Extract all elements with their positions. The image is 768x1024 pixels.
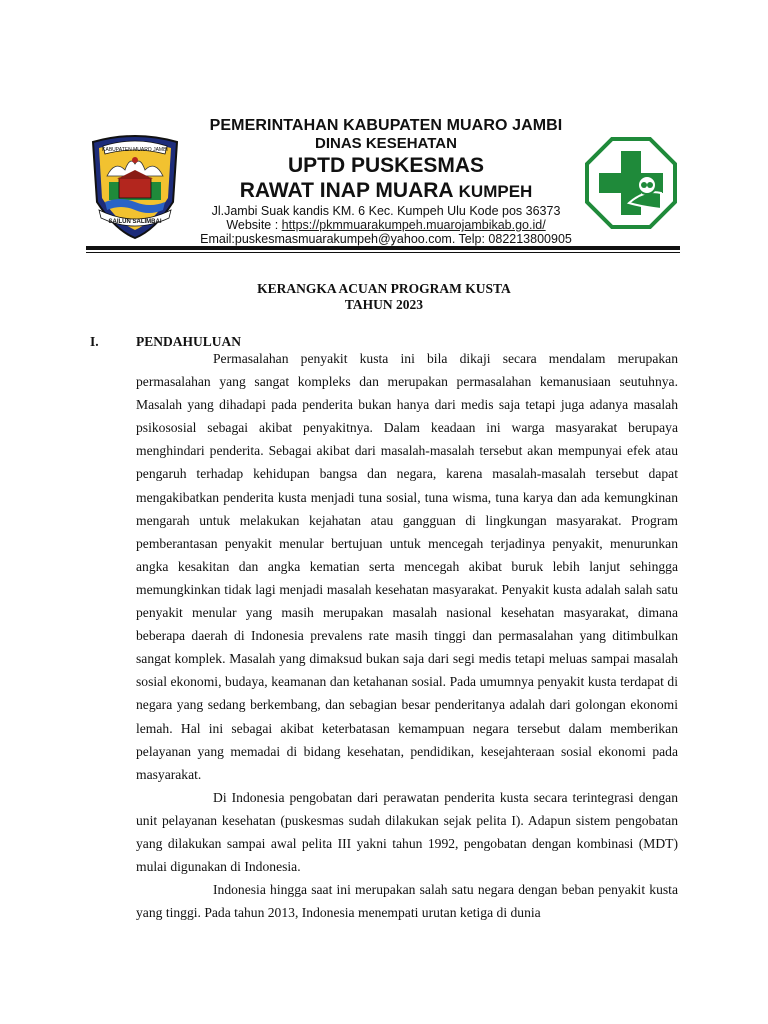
emblem-top-text: KABUPATEN MUARO JAMBI [102, 147, 168, 153]
puskesmas-cross-icon [585, 137, 677, 229]
institution-name: UPTD PUSKESMAS [287, 154, 485, 177]
letterhead [0, 0, 768, 260]
document-year: TAHUN 2023 [344, 297, 424, 312]
document-title-block [0, 281, 768, 313]
institution-subname-small: KUMPEH [458, 182, 533, 201]
letterhead-text [190, 116, 582, 246]
section-body [136, 347, 678, 924]
contact-line: Email:puskesmasmuarakumpeh@yahoo.com. Telp: 082213800905 [200, 232, 572, 246]
institution-subname-main: RAWAT INAP MUARA [239, 179, 459, 202]
website-link[interactable]: https://pkmmuarakumpeh.muarojambikab.go.id/ [281, 218, 546, 232]
government-name: PEMERINTAHAN KABUPATEN MUARO JAMBI [209, 117, 563, 134]
paragraph-2: Di Indonesia pengobatan dari perawatan penderita kusta secara terintegrasi dengan unit pelayanan kesehatan (puskesmas sudah dilakukan sejak pelita I). Adapun sistem pengobatan yang dilakukan sampai awal pelita III yakni tahun 1992, pengobatan dengan kombinasi (MDT) mulai digunakan di Indonesia. [136, 789, 678, 875]
letterhead-rule-thin [86, 252, 680, 253]
section-number: I. [90, 334, 99, 349]
document-title: KERANGKA ACUAN PROGRAM KUSTA [257, 281, 511, 296]
muaro-jambi-emblem-icon [85, 130, 185, 240]
address-line: Jl.Jambi Suak kandis KM. 6 Kec. Kumpeh Ulu Kode pos 36373 [211, 204, 561, 218]
paragraph-1: Permasalahan penyakit kusta ini bila dikaji secara mendalam merupakan permasalahan yang sangat kompleks dan merupakan permasalahan kemanusiaan seutuhnya. Masalah yang dihadapi pada penderita bukan hanya dari medis saja tetapi juga adanya masalah psikososial sebagai akibat penyakitnya. Dalam keadaan ini warga masyarakat berupaya menghindari penderita. Sebagai akibat dari masalah-masalah tersebut akan mempunyai efek atau pengaruh terhadap kehidupan bangsa dan negara, karena masalah-masalah tersebut dapat mengakibatkan penderita kusta menjadi tuna sosial, tuna wisma, tuna karya dan ada kemungkinan mengarah untuk melakukan kejahatan atau gangguan di lingkungan masyarakat. Program pemberantasan penyakit menular bertujuan untuk mencegah terjadinya penyakit, menurunkan angka kesakitan dan angka kematian serta mencegah akibat buruk lebih lanjut sehingga memungkinkan tidak lagi menjadi masalah kesehatan masyarakat. Penyakit kusta adalah salah satu penyakit menular yang masih merupakan masalah nasional kesehatan masyarakat, dimana beberapa daerah di Indonesia prevalens rate masih tinggi dan permasalahan yang ditimbulkan sangat komplek. Masalah yang dimaksud bukan saja dari segi medis tetapi meluas sampai masalah sosial ekonomi, budaya, keamanan dan ketahanan sosial. Pada umumnya penyakit kusta terdapat di negara yang sedang berkembang, dan sebagian besar penderitanya adalah dari golongan ekonomi lemah. Hal ini sebagai akibat keterbatasan kemampuan negara tersebut dalam memberikan pelayanan yang memadai di bidang kesehatan, pendidikan, kesejahteraan sosial ekonomi pada masyarakat. [136, 351, 678, 782]
emblem-motto-text: SAILUN SALIMBAI [108, 219, 162, 225]
website-line [190, 218, 582, 232]
letterhead-rule-thick [86, 246, 680, 250]
institution-subname [190, 178, 582, 204]
paragraph-3: Indonesia hingga saat ini merupakan salah satu negara dengan beban penyakit kusta yang tinggi. Pada tahun 2013, Indonesia menempati urutan ketiga di dunia [136, 882, 678, 921]
department-name: DINAS KESEHATAN [315, 135, 457, 152]
section-title: PENDAHULUAN [136, 334, 242, 349]
website-label: Website : [226, 218, 282, 232]
